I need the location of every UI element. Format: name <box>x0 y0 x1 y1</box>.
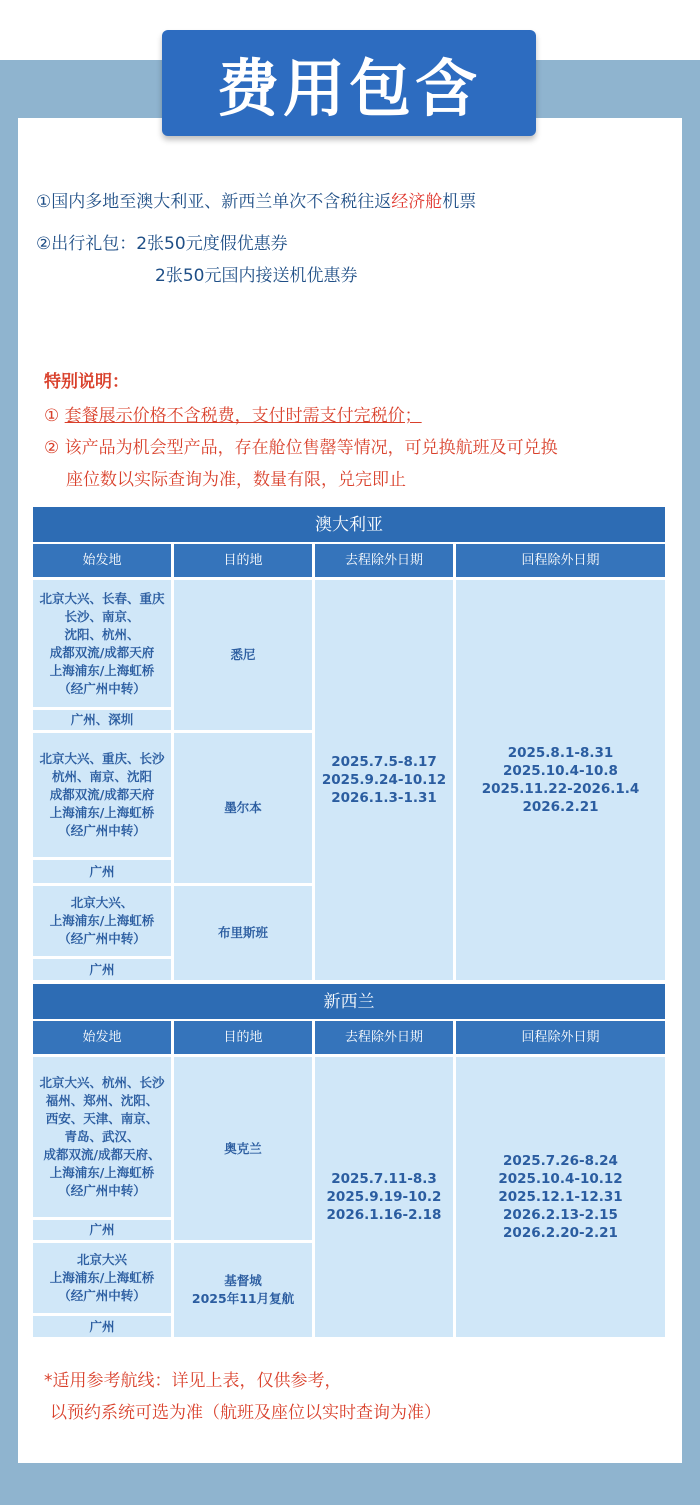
newzealand-origin-christchurch-direct: 广州 <box>33 1316 171 1337</box>
australia-origin-melbourne <box>33 733 171 857</box>
note-item-2-line-1: ② 该产品为机会型产品，存在舱位售罄等情况，可兑换航班及可兑换 <box>44 438 558 458</box>
include-line-1-highlight: 经济舱 <box>391 192 443 212</box>
title-banner <box>162 30 536 136</box>
include-line-2: ②出行礼包：2张50元度假优惠券 <box>36 234 288 254</box>
australia-origin-sydney-direct: 广州、深圳 <box>33 710 171 730</box>
newzealand-origin-auckland <box>33 1057 171 1217</box>
australia-section-header: 澳大利亚 <box>33 507 665 542</box>
australia-origin-brisbane-text: 北京大兴、 上海浦东/上海虹桥 （经广州中转） <box>49 895 155 946</box>
australia-header-origin: 始发地 <box>33 544 171 577</box>
australia-destination-melbourne: 墨尔本 <box>174 733 312 883</box>
australia-origin-melbourne-text: 北京大兴、重庆、长沙 杭州、南京、沈阳 成都双流/成都天府 上海浦东/上海虹桥 （经广州中转） <box>39 751 165 838</box>
newzealand-header-return: 回程除外日期 <box>456 1021 665 1054</box>
australia-outbound-dates-text: 2025.7.5-8.17 2025.9.24-10.12 2026.1.3-1.31 <box>321 754 447 806</box>
include-line-1-prefix: ①国内多地至澳大利亚、新西兰单次不含税往返 <box>36 192 392 212</box>
newzealand-destination-auckland: 奥克兰 <box>174 1057 312 1240</box>
australia-origin-melbourne-direct: 广州 <box>33 860 171 883</box>
newzealand-origin-auckland-text: 北京大兴、杭州、长沙 福州、郑州、沈阳、 西安、天津、南京、 青岛、武汉、 成都双流/成都天府、 上海浦东/上海虹桥 （经广州中转） <box>39 1075 165 1198</box>
footer-note-line-1: *适用参考航线：详见上表，仅供参考， <box>44 1371 342 1391</box>
include-line-3: 2张50元国内接送机优惠券 <box>155 266 358 286</box>
newzealand-return-excluded-dates <box>456 1057 665 1337</box>
newzealand-return-dates-text: 2025.7.26-8.24 2025.10.4-10.12 2025.12.1-12.31 2026.2.13-2.15 2026.2.20-2.21 <box>498 1153 623 1241</box>
note-item-1-text: 套餐展示价格不含税费，支付时需支付完税价； <box>64 406 422 426</box>
australia-header-return: 回程除外日期 <box>456 544 665 577</box>
australia-origin-sydney <box>33 580 171 707</box>
page-title: 费用包含 <box>216 51 481 125</box>
newzealand-destination-christchurch <box>174 1243 312 1337</box>
note-item-1-number: ① <box>44 406 60 426</box>
newzealand-origin-auckland-direct: 广州 <box>33 1220 171 1240</box>
newzealand-origin-christchurch-text: 北京大兴 上海浦东/上海虹桥 （经广州中转） <box>49 1252 155 1303</box>
newzealand-outbound-dates-text: 2025.7.11-8.3 2025.9.19-10.2 2026.1.16-2.18 <box>326 1171 442 1223</box>
australia-destination-sydney: 悉尼 <box>174 580 312 730</box>
australia-header-destination: 目的地 <box>174 544 312 577</box>
notes-title: 特别说明： <box>44 372 129 392</box>
australia-return-dates-text: 2025.8.1-8.31 2025.10.4-10.8 2025.11.22-2026.1.4 2026.2.21 <box>481 745 640 815</box>
australia-header-outbound: 去程除外日期 <box>315 544 453 577</box>
australia-origin-brisbane-direct: 广州 <box>33 959 171 980</box>
newzealand-header-origin: 始发地 <box>33 1021 171 1054</box>
australia-origin-brisbane <box>33 886 171 956</box>
australia-return-excluded-dates <box>456 580 665 980</box>
newzealand-header-outbound: 去程除外日期 <box>315 1021 453 1054</box>
newzealand-header-destination: 目的地 <box>174 1021 312 1054</box>
australia-destination-brisbane: 布里斯班 <box>174 886 312 980</box>
include-line-1 <box>36 187 476 212</box>
note-item-2-line-2: 座位数以实际查询为准，数量有限，兑完即止 <box>66 470 406 490</box>
note-item-1 <box>44 401 422 426</box>
newzealand-origin-christchurch <box>33 1243 171 1313</box>
newzealand-section-header: 新西兰 <box>33 984 665 1019</box>
australia-outbound-excluded-dates <box>315 580 453 980</box>
include-line-1-suffix: 机票 <box>442 192 477 212</box>
newzealand-destination-christchurch-text: 基督城 2025年11月复航 <box>191 1273 295 1306</box>
footer-note-line-2: 以预约系统可选为准（航班及座位以实时查询为准） <box>50 1403 441 1423</box>
australia-origin-sydney-text: 北京大兴、长春、重庆 长沙、南京、 沈阳、杭州、 成都双流/成都天府 上海浦东/上海虹桥 （经广州中转） <box>39 590 165 696</box>
newzealand-outbound-excluded-dates <box>315 1057 453 1337</box>
